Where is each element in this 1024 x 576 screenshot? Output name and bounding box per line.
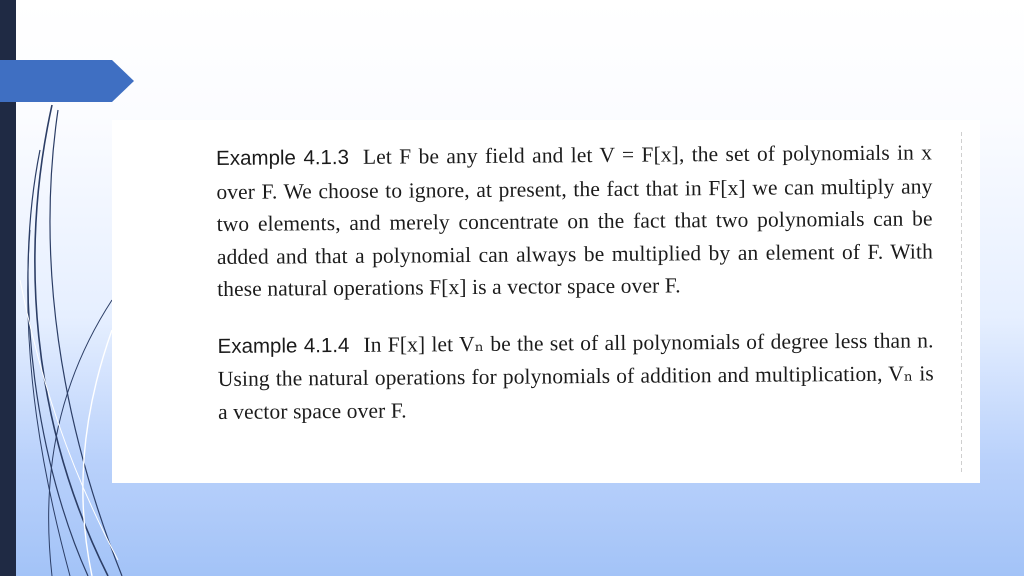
textbook-excerpt-image [112,120,980,483]
example-heading: Example 4.1.3 [216,145,350,170]
page-edge-shadow [961,132,962,472]
example-heading: Example 4.1.4 [217,333,350,358]
excerpt-text-block [216,136,934,428]
example-body: In F[x] let Vₙ be the set of all polynomials of degree less than n. Using the natural operations for polynomials of addition and multiplication, Vₙ is a vector space over F. [217,327,934,424]
example-body: Let F be any field and let V = F[x], the set of polynomials in x over F. We choose to ignore, at present, the fact that in F[x] we can multiply any two elements, and merely concentrate on the fact that two polynomials can be added and that a polynomial can always be multiplied by an element of F. With these natural operations F[x] is a vector space over F. [216,140,933,301]
accent-arrow-tab [0,60,134,102]
example-4-1-4 [217,324,934,428]
example-4-1-3 [216,136,933,305]
